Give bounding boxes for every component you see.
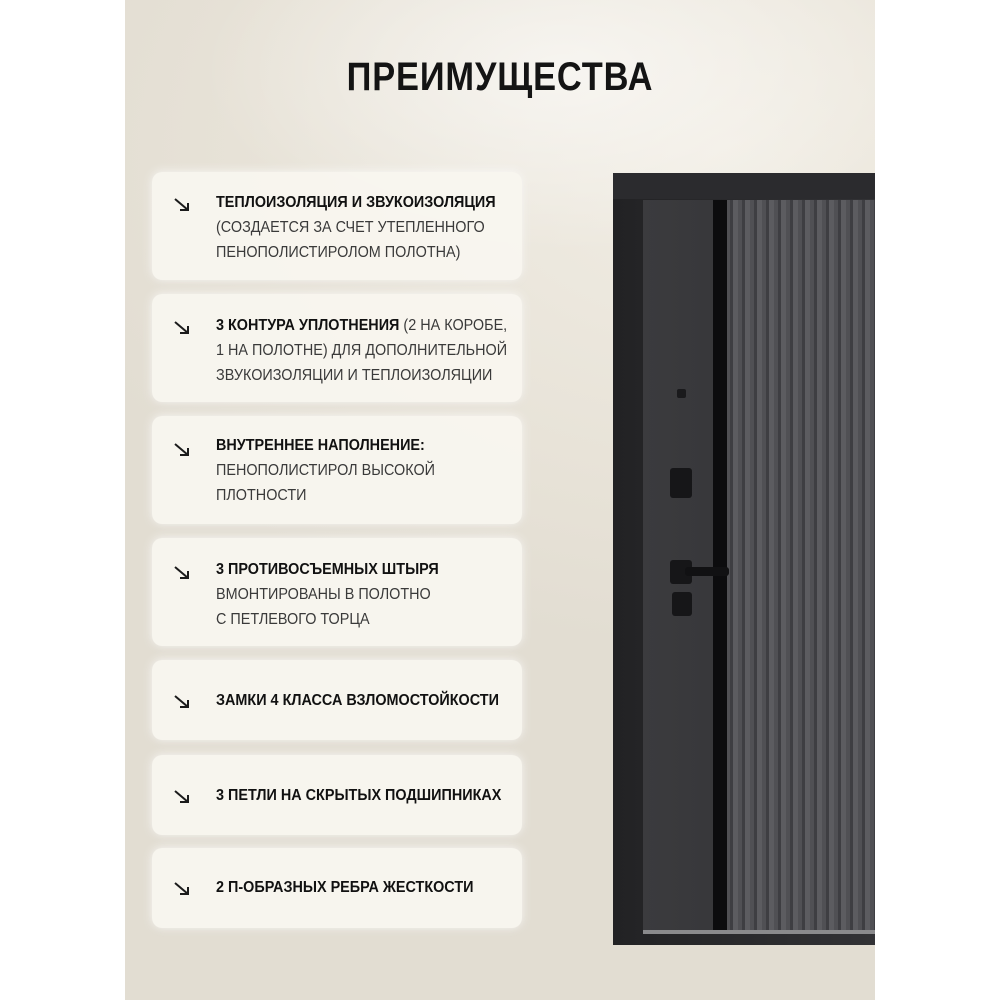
feature-line: ПЕНОПОЛИСТИРОЛОМ ПОЛОТНА) xyxy=(216,244,461,261)
door-lower-lock xyxy=(672,592,692,616)
feature-card xyxy=(152,172,522,280)
door-peephole xyxy=(677,389,686,398)
door-upper-lock xyxy=(670,468,692,498)
feature-heading: ВНУТРЕННЕЕ НАПОЛНЕНИЕ: xyxy=(216,437,425,454)
feature-card xyxy=(152,755,522,835)
door-glass-strip xyxy=(713,200,727,930)
feature-card xyxy=(152,294,522,402)
arrow-down-right-icon xyxy=(172,787,192,807)
feature-line: ВМОНТИРОВАНЫ В ПОЛОТНО xyxy=(216,586,431,603)
feature-heading: 3 ПЕТЛИ НА СКРЫТЫХ ПОДШИПНИКАХ xyxy=(216,787,502,804)
arrow-down-right-icon xyxy=(172,440,192,460)
arrow-down-right-icon xyxy=(172,879,192,899)
feature-heading-tail: (2 НА КОРОБЕ, xyxy=(399,317,508,334)
feature-line: ПЛОТНОСТИ xyxy=(216,487,307,504)
door-ribbed-panel xyxy=(727,200,875,930)
door-handle xyxy=(685,567,729,576)
door-threshold xyxy=(643,930,875,934)
page-title: ПРЕИМУЩЕСТВА xyxy=(346,55,654,99)
feature-heading: 2 П-ОБРАЗНЫХ РЕБРА ЖЕСТКОСТИ xyxy=(216,879,474,896)
feature-card xyxy=(152,416,522,524)
feature-card xyxy=(152,660,522,740)
feature-line: ЗВУКОИЗОЛЯЦИИ И ТЕПЛОИЗОЛЯЦИИ xyxy=(216,367,493,384)
arrow-down-right-icon xyxy=(172,318,192,338)
feature-heading: ТЕПЛОИЗОЛЯЦИЯ И ЗВУКОИЗОЛЯЦИЯ xyxy=(216,194,496,211)
feature-heading: 3 КОНТУРА УПЛОТНЕНИЯ xyxy=(216,317,400,334)
feature-line: С ПЕТЛЕВОГО ТОРЦА xyxy=(216,611,370,628)
feature-line: (СОЗДАЕТСЯ ЗА СЧЕТ УТЕПЛЕННОГО xyxy=(216,219,485,236)
door-frame-top xyxy=(613,173,875,199)
feature-line: 1 НА ПОЛОТНЕ) ДЛЯ ДОПОЛНИТЕЛЬНОЙ xyxy=(216,342,508,359)
feature-heading: 3 ПРОТИВОСЪЕМНЫХ ШТЫРЯ xyxy=(216,561,439,578)
infographic-canvas xyxy=(125,0,875,1000)
feature-line: ПЕНОПОЛИСТИРОЛ ВЫСОКОЙ xyxy=(216,462,436,479)
arrow-down-right-icon xyxy=(172,563,192,583)
feature-card xyxy=(152,848,522,928)
door-illustration xyxy=(613,170,875,945)
feature-card xyxy=(152,538,522,646)
arrow-down-right-icon xyxy=(172,692,192,712)
arrow-down-right-icon xyxy=(172,195,192,215)
feature-heading: ЗАМКИ 4 КЛАССА ВЗЛОМОСТОЙКОСТИ xyxy=(216,692,499,709)
